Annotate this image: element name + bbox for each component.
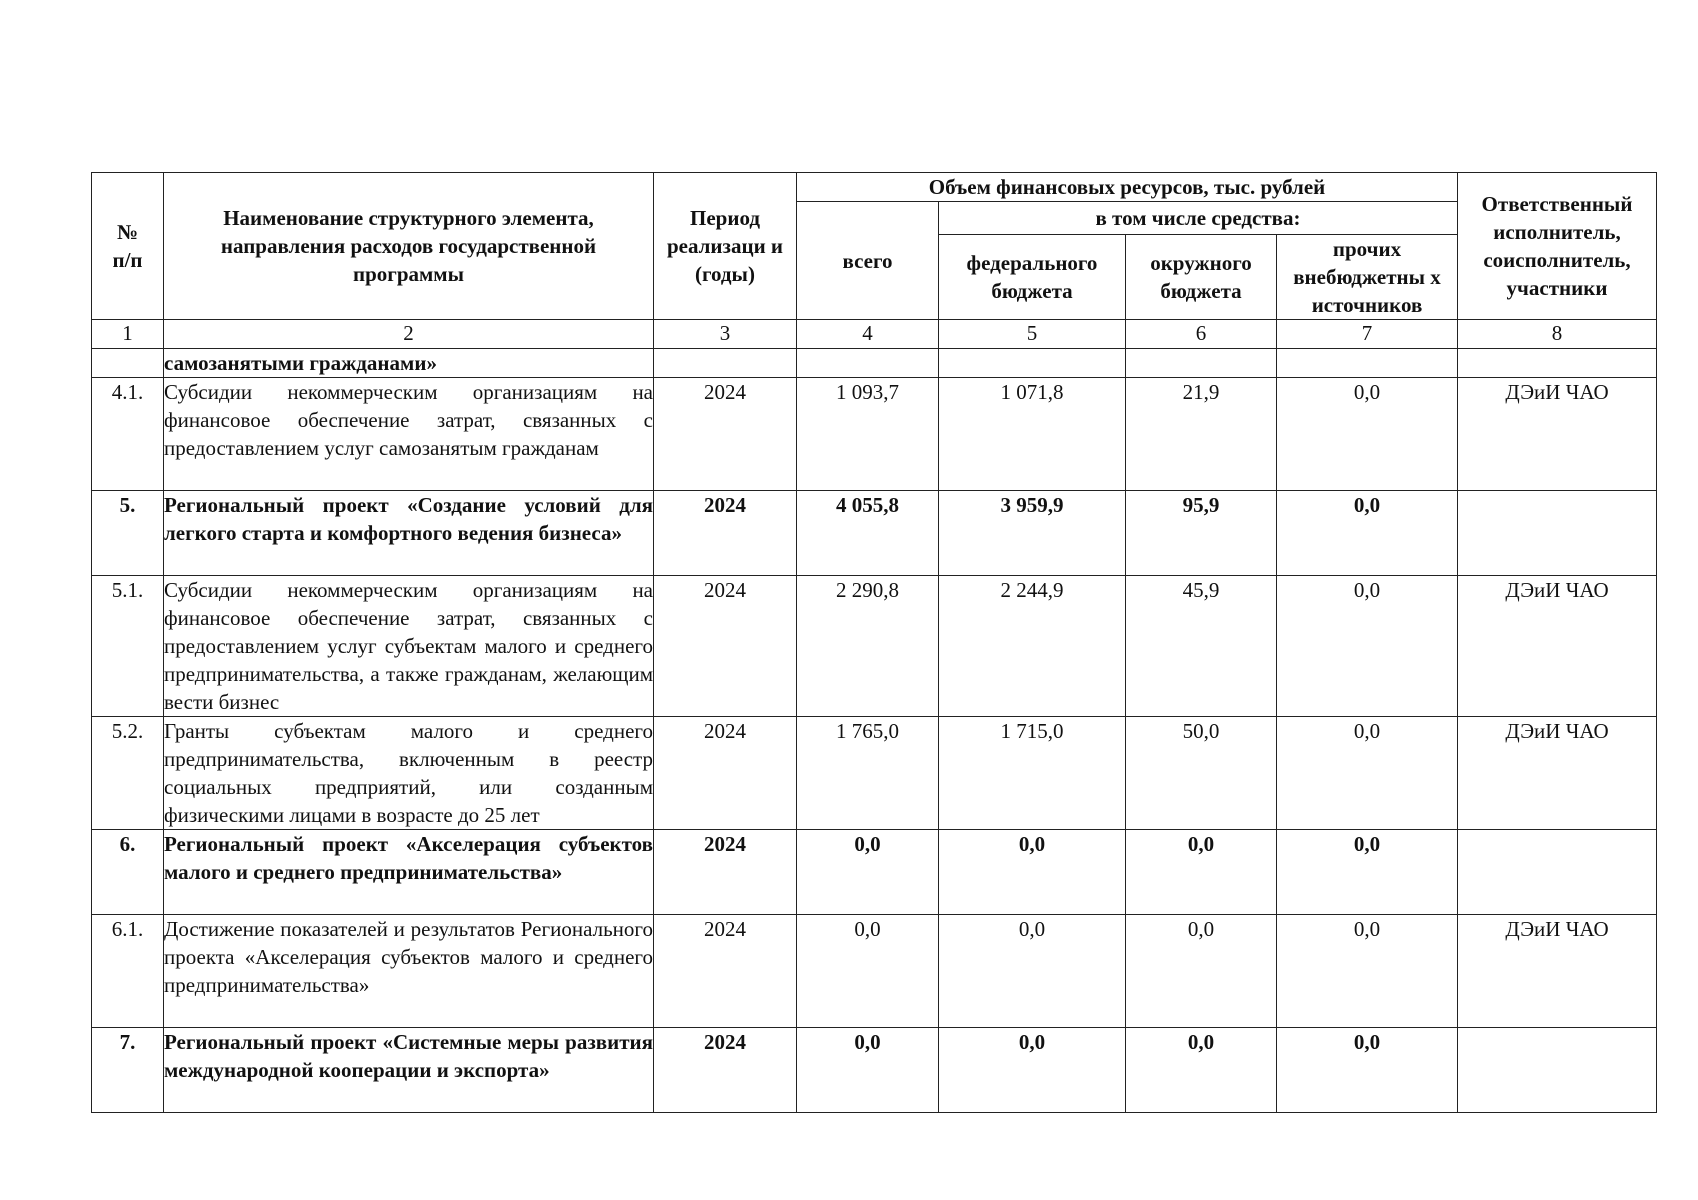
row-district: 0,0 [1126, 830, 1277, 915]
header-district: окружного бюджета [1126, 235, 1277, 320]
row-federal [939, 349, 1126, 378]
row-number: 4.1. [92, 378, 164, 491]
row-district [1126, 349, 1277, 378]
row-district: 0,0 [1126, 915, 1277, 1028]
row-number: 6. [92, 830, 164, 915]
row-federal: 2 244,9 [939, 576, 1126, 717]
row-other: 0,0 [1277, 915, 1458, 1028]
row-name: Субсидии некоммерческим организациям на финансовое обеспечение затрат, связанных с предоставлением услуг субъектам малого и среднего предпринимательства, а также гражданам, желающим вести бизнес [164, 576, 654, 717]
row-other: 0,0 [1277, 491, 1458, 576]
row-responsible [1458, 491, 1657, 576]
row-district: 21,9 [1126, 378, 1277, 491]
row-responsible [1458, 349, 1657, 378]
row-name: Достижение показателей и результатов Регионального проекта «Акселерация субъектов малого и среднего предпринимательства» [164, 915, 654, 1028]
row-federal: 1 071,8 [939, 378, 1126, 491]
row-number: 5.1. [92, 576, 164, 717]
table-row [92, 1028, 1657, 1113]
column-number: 1 [92, 320, 164, 349]
row-total: 0,0 [797, 915, 939, 1028]
column-number-row [92, 320, 1657, 349]
row-number: 6.1. [92, 915, 164, 1028]
row-other: 0,0 [1277, 378, 1458, 491]
table-row [92, 717, 1657, 830]
row-other: 0,0 [1277, 576, 1458, 717]
row-responsible: ДЭиИ ЧАО [1458, 576, 1657, 717]
row-period: 2024 [654, 378, 797, 491]
row-name: Гранты субъектам малого и среднего предпринимательства, включенным в реестр социальных предприятий, или созданным физическими лицами в возрасте до 25 лет [164, 717, 654, 830]
table-body [92, 349, 1657, 1113]
column-number: 3 [654, 320, 797, 349]
header-other: прочих внебюджетны х источников [1277, 235, 1458, 320]
table-row [92, 491, 1657, 576]
row-number [92, 349, 164, 378]
row-period: 2024 [654, 576, 797, 717]
row-other: 0,0 [1277, 1028, 1458, 1113]
row-name: Субсидии некоммерческим организациям на финансовое обеспечение затрат, связанных с предоставлением услуг самозанятым гражданам [164, 378, 654, 491]
row-responsible: ДЭиИ ЧАО [1458, 378, 1657, 491]
row-total: 0,0 [797, 830, 939, 915]
row-other [1277, 349, 1458, 378]
row-name: Региональный проект «Создание условий для легкого старта и комфортного ведения бизнеса» [164, 491, 654, 576]
column-number: 7 [1277, 320, 1458, 349]
column-number: 5 [939, 320, 1126, 349]
header-finance-group: Объем финансовых ресурсов, тыс. рублей [797, 173, 1458, 202]
row-district: 0,0 [1126, 1028, 1277, 1113]
header-total: всего [797, 202, 939, 320]
row-period: 2024 [654, 830, 797, 915]
row-district: 50,0 [1126, 717, 1277, 830]
budget-table [91, 172, 1657, 1113]
row-responsible: ДЭиИ ЧАО [1458, 717, 1657, 830]
row-period: 2024 [654, 717, 797, 830]
row-responsible [1458, 1028, 1657, 1113]
row-responsible: ДЭиИ ЧАО [1458, 915, 1657, 1028]
row-total [797, 349, 939, 378]
row-period: 2024 [654, 915, 797, 1028]
row-total: 1 093,7 [797, 378, 939, 491]
table-row [92, 349, 1657, 378]
row-district: 95,9 [1126, 491, 1277, 576]
row-federal: 0,0 [939, 830, 1126, 915]
row-total: 4 055,8 [797, 491, 939, 576]
header-name: Наименование структурного элемента, направления расходов государственной программы [164, 173, 654, 320]
row-name: Региональный проект «Системные меры развития международной кооперации и экспорта» [164, 1028, 654, 1113]
header-responsible: Ответственный исполнитель, соисполнитель, участники [1458, 173, 1657, 320]
row-total: 1 765,0 [797, 717, 939, 830]
row-number: 7. [92, 1028, 164, 1113]
row-other: 0,0 [1277, 717, 1458, 830]
row-responsible [1458, 830, 1657, 915]
row-total: 0,0 [797, 1028, 939, 1113]
row-number: 5. [92, 491, 164, 576]
table-row [92, 576, 1657, 717]
table-header [92, 173, 1657, 349]
column-number: 4 [797, 320, 939, 349]
column-number: 6 [1126, 320, 1277, 349]
row-federal: 1 715,0 [939, 717, 1126, 830]
row-total: 2 290,8 [797, 576, 939, 717]
row-other: 0,0 [1277, 830, 1458, 915]
row-federal: 3 959,9 [939, 491, 1126, 576]
row-federal: 0,0 [939, 1028, 1126, 1113]
table-row [92, 378, 1657, 491]
table-row [92, 915, 1657, 1028]
table-row [92, 830, 1657, 915]
header-period: Период реализаци и (годы) [654, 173, 797, 320]
row-period [654, 349, 797, 378]
row-name: самозанятыми гражданами» [164, 349, 654, 378]
row-name: Региональный проект «Акселерация субъектов малого и среднего предпринимательства» [164, 830, 654, 915]
row-number: 5.2. [92, 717, 164, 830]
row-period: 2024 [654, 1028, 797, 1113]
row-district: 45,9 [1126, 576, 1277, 717]
row-period: 2024 [654, 491, 797, 576]
row-federal: 0,0 [939, 915, 1126, 1028]
column-number: 2 [164, 320, 654, 349]
header-federal: федерального бюджета [939, 235, 1126, 320]
header-incl-group: в том числе средства: [939, 202, 1458, 235]
column-number: 8 [1458, 320, 1657, 349]
header-no: № п/п [92, 173, 164, 320]
